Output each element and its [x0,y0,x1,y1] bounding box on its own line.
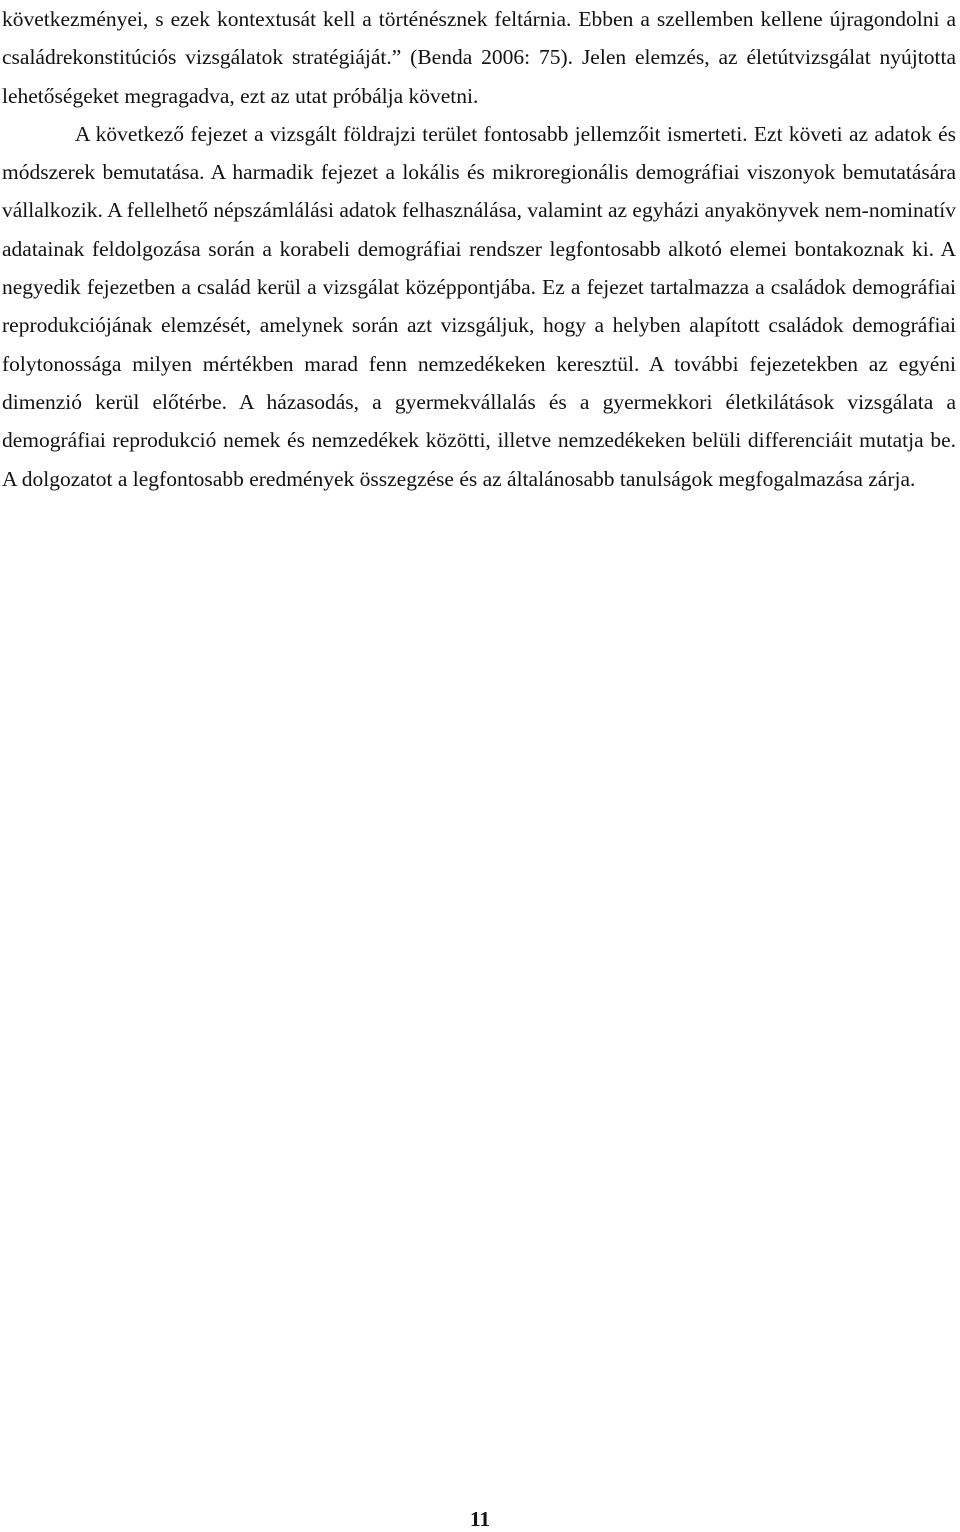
paragraph-continuation: következményei, s ezek kontextusát kell a történésznek feltárnia. Ebben a szellemben kellene újragondolni a családrekonstitúciós vizsgálatok stratégiáját.” (Benda 2006: 75). Jelen elemzés, az életútvizsgálat nyújtotta lehetőségeket megragadva, ezt az utat próbálja követni. [2,7,956,108]
paragraph-chapter-overview: A következő fejezet a vizsgált földrajzi terület fontosabb jellemzőit ismerteti. Ezt követi az adatok és módszerek bemutatása. A harmadik fejezet a lokális és mikroregionális demográfiai viszonyok bemutatására vállalkozik. A fellelhető népszámlálási adatok felhasználása, valamint az egyházi anyakönyvek nem-nominatív adatainak feldolgozása során a korabeli demográfiai rendszer legfontosabb alkotó elemei bontakoznak ki. A negyedik fejezetben a család kerül a vizsgálat középpontjába. Ez a fejezet tartalmazza a családok demográfiai reprodukciójának elemzését, amelynek során azt vizsgáljuk, hogy a helyben alapított családok demográfiai folytonossága milyen mértékben marad fenn nemzedékeken keresztül. A további fejezetekben az egyéni dimenzió kerül előtérbe. A házasodás, a gyermekvállalás és a gyermekkori életkilátások vizsgálata a demográfiai reprodukció nemek és nemzedékek közötti, illetve nemzedékeken belüli differenciáit mutatja be. A dolgozatot a legfontosabb eredmények összegzése és az általánosabb tanulságok megfogalmazása zárja. [2,121,957,491]
body-text [2,0,956,498]
page-number: 11 [469,1507,491,1531]
